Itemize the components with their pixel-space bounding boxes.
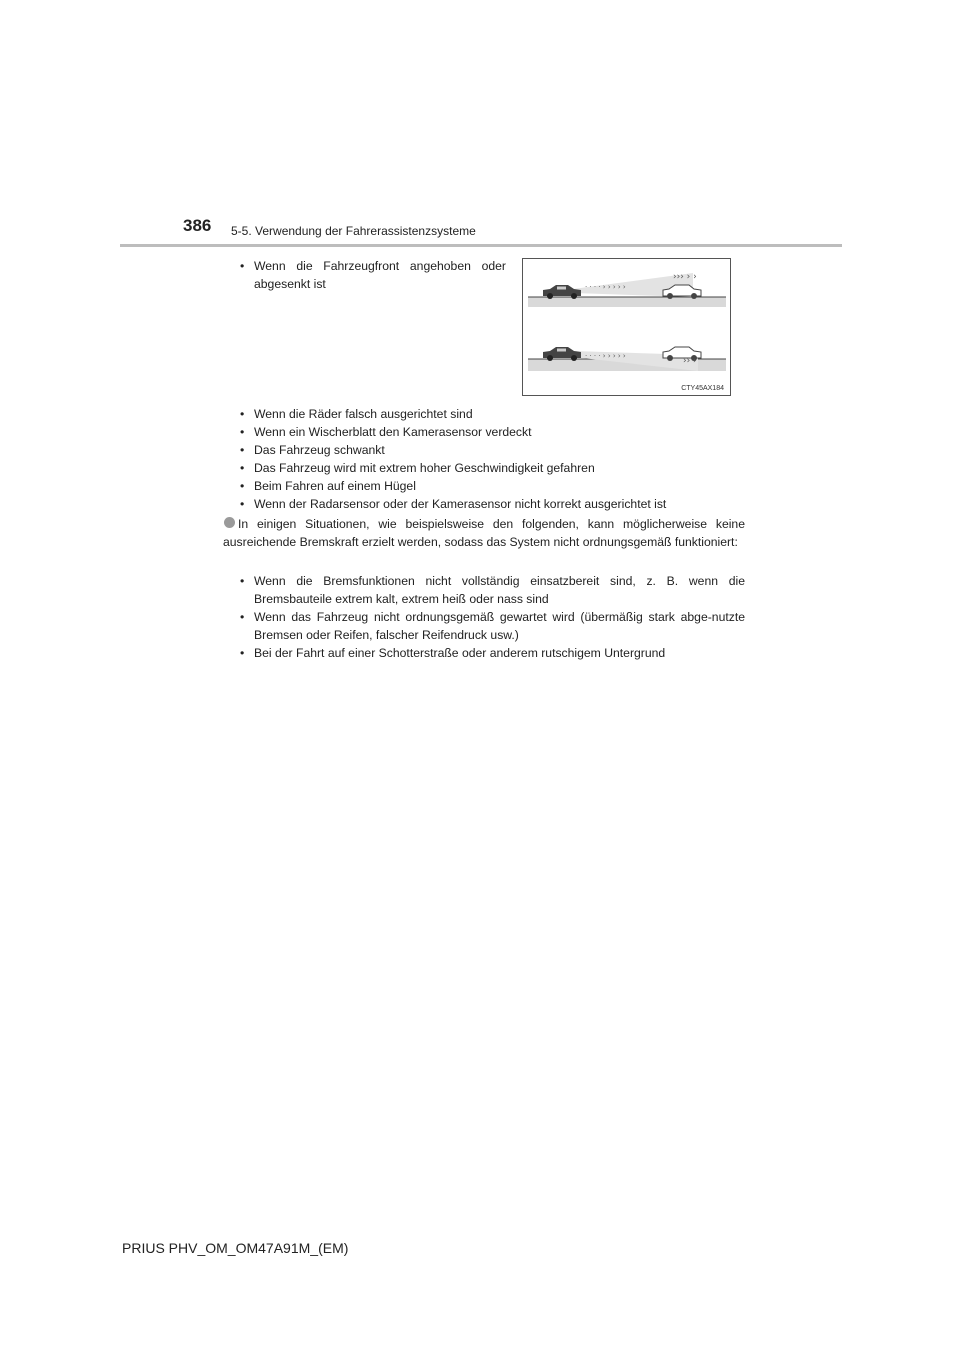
page-number: 386 xyxy=(183,216,212,235)
bullet-maintenance: • Wenn das Fahrzeug nicht ordnungsgemäß gewartet wird (übermäßig stark abge-nutzte Bremsen oder Reifen, falscher Reifendruck usw.) xyxy=(240,608,745,644)
document-id: PRIUS PHV_OM_OM47A91M_(EM) xyxy=(122,1240,349,1256)
note-paragraph xyxy=(223,515,745,551)
radar-diagram-svg xyxy=(523,259,730,395)
bullet-front-raised: • Wenn die Fahrzeugfront angehoben oder abgesenkt ist xyxy=(240,257,506,293)
bullet-sensor-alignment: • Wenn der Radarsensor oder der Kamerasensor nicht korrekt ausgerichtet ist xyxy=(240,495,745,513)
note-text: In einigen Situationen, wie beispielsweise den folgenden, kann möglicherweise keine ausreichende Bremskraft erzielt werden, sodass das System nicht ordnungsgemäß funktioniert: xyxy=(223,517,745,549)
section-title: 5-5. Verwendung der Fahrerassistenzsysteme xyxy=(231,224,476,238)
bullet-brakes-not-ready: • Wenn die Bremsfunktionen nicht vollständig einsatzbereit sind, z. B. wenn die Bremsbauteile extrem kalt, extrem heiß oder nass sind xyxy=(240,572,745,608)
bullet-wiper: • Wenn ein Wischerblatt den Kamerasensor verdeckt xyxy=(240,423,740,441)
bullet-gravel-road: • Bei der Fahrt auf einer Schotterstraße oder anderem rutschigem Untergrund xyxy=(240,644,745,662)
upper-beam-chevrons-end: ››› › › xyxy=(673,272,697,282)
upper-beam-chevrons: · · · · › › › › › xyxy=(585,283,626,291)
bullet-wheels: • Wenn die Räder falsch ausgerichtet sind xyxy=(240,405,740,423)
lower-beam-chevrons-end: ›› › xyxy=(683,356,697,366)
bullet-sway: • Das Fahrzeug schwankt xyxy=(240,441,740,459)
header-divider xyxy=(120,244,842,247)
figure-code: CTY45AX184 xyxy=(681,385,724,392)
radar-illustration xyxy=(522,258,731,396)
upper-road xyxy=(528,297,726,307)
bullet-hill: • Beim Fahren auf einem Hügel xyxy=(240,477,740,495)
bullet-speed: • Das Fahrzeug wird mit extrem hoher Geschwindigkeit gefahren xyxy=(240,459,740,477)
lower-beam-chevrons: · · · · › › › › › xyxy=(585,352,626,360)
